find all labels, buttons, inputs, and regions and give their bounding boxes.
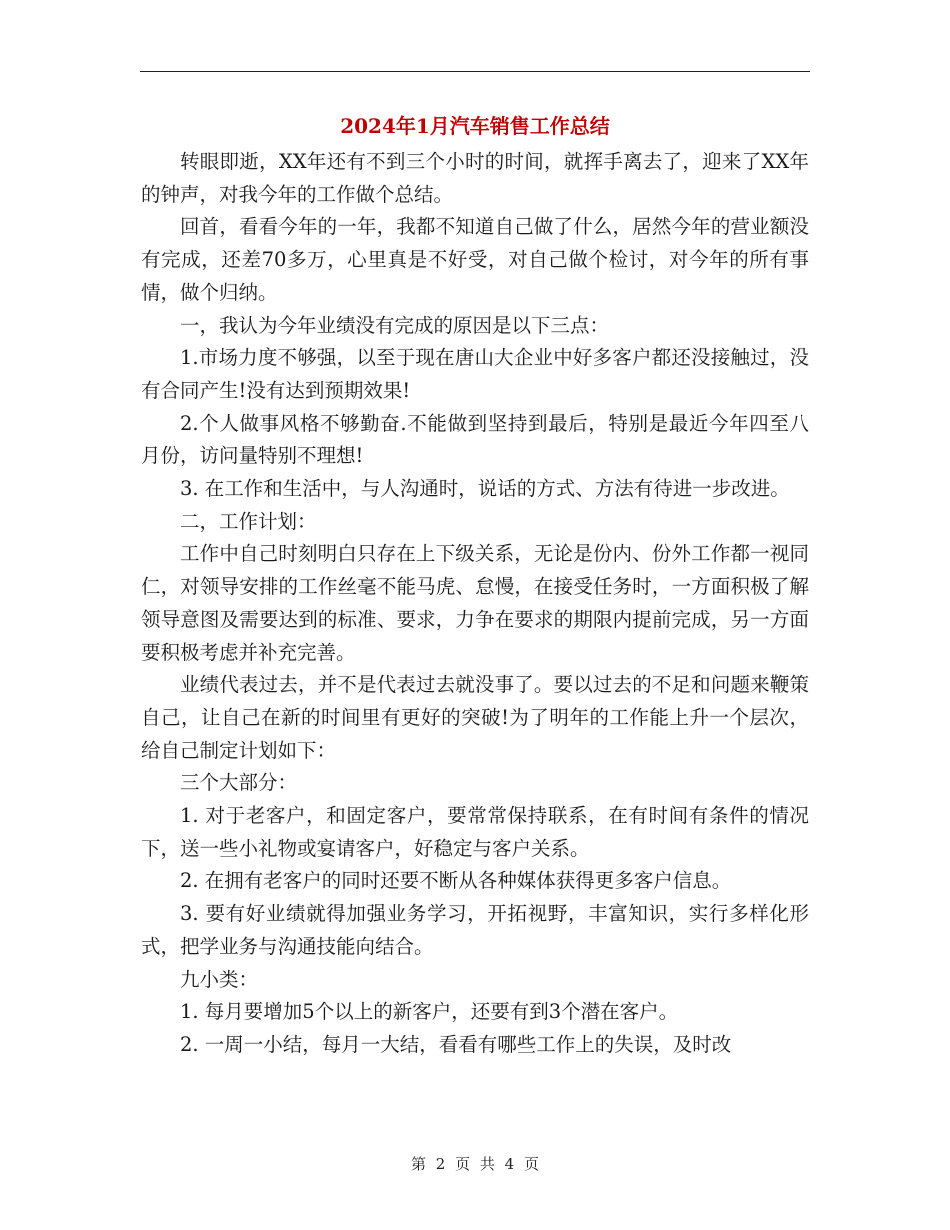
paragraph: 二，工作计划：	[180, 509, 317, 533]
document-title: 2024年1月汽车销售工作总结	[340, 114, 610, 138]
page-number-footer: 第 2 页 共 4 页	[411, 1155, 539, 1173]
paragraph: 3. 在工作和生活中，与人沟通时，说话的方式、方法有待进一步改进。	[180, 477, 790, 501]
paragraph: 2.个人做事风格不够勤奋.不能做到坚持到最后，特别是最近今年四至八月份，访问量特别不理想!	[141, 411, 809, 468]
header-rule	[140, 71, 810, 72]
paragraph: 回首，看看今年的一年，我都不知道自己做了什么，居然今年的营业额没有完成，还差70多万，心里真是不好受，对自己做个检讨，对今年的所有事情，做个归纳。	[141, 215, 809, 304]
paragraph: 1. 每月要增加5个以上的新客户，还要有到3个潜在客户。	[180, 1000, 679, 1024]
paragraph: 3. 要有好业绩就得加强业务学习，开拓视野，丰富知识，实行多样化形式，把学业务与沟通技能向结合。	[141, 902, 809, 958]
paragraph: 转眼即逝，XX年还有不到三个小时的时间，就挥手离去了，迎来了XX年的钟声，对我今年的工作做个总结。	[141, 150, 809, 206]
paragraph: 2. 在拥有老客户的同时还要不断从各种媒体获得更多客户信息。	[180, 869, 732, 893]
paragraph: 工作中自己时刻明白只存在上下级关系，无论是份内、份外工作都一视同仁，对领导安排的工作丝毫不能马虎、怠慢，在接受任务时，一方面积极了解领导意图及需要达到的标准、要求，力争在要求的期限内提前完成，另一方面要积极考虑并补充完善。	[141, 542, 809, 664]
paragraph: 三个大部分：	[180, 771, 298, 795]
paragraph: 业绩代表过去，并不是代表过去就没事了。要以过去的不足和问题来鞭策自己，让自己在新的时间里有更好的突破!为了明年的工作能上升一个层次，给自己制定计划如下：	[141, 673, 809, 762]
paragraph: 1.市场力度不够强，以至于现在唐山大企业中好多客户都还没接触过，没有合同产生!没有达到预期效果!	[141, 346, 809, 402]
paragraph: 2. 一周一小结，每月一大结，看看有哪些工作上的失误，及时改	[180, 1032, 732, 1056]
document-body	[141, 146, 809, 1062]
paragraph: 1. 对于老客户，和固定客户，要常常保持联系，在有时间有条件的情况下，送一些小礼物或宴请客户，好稳定与客户关系。	[141, 804, 809, 860]
paragraph: 九小类：	[180, 967, 259, 991]
paragraph: 一，我认为今年业绩没有完成的原因是以下三点：	[180, 313, 610, 337]
